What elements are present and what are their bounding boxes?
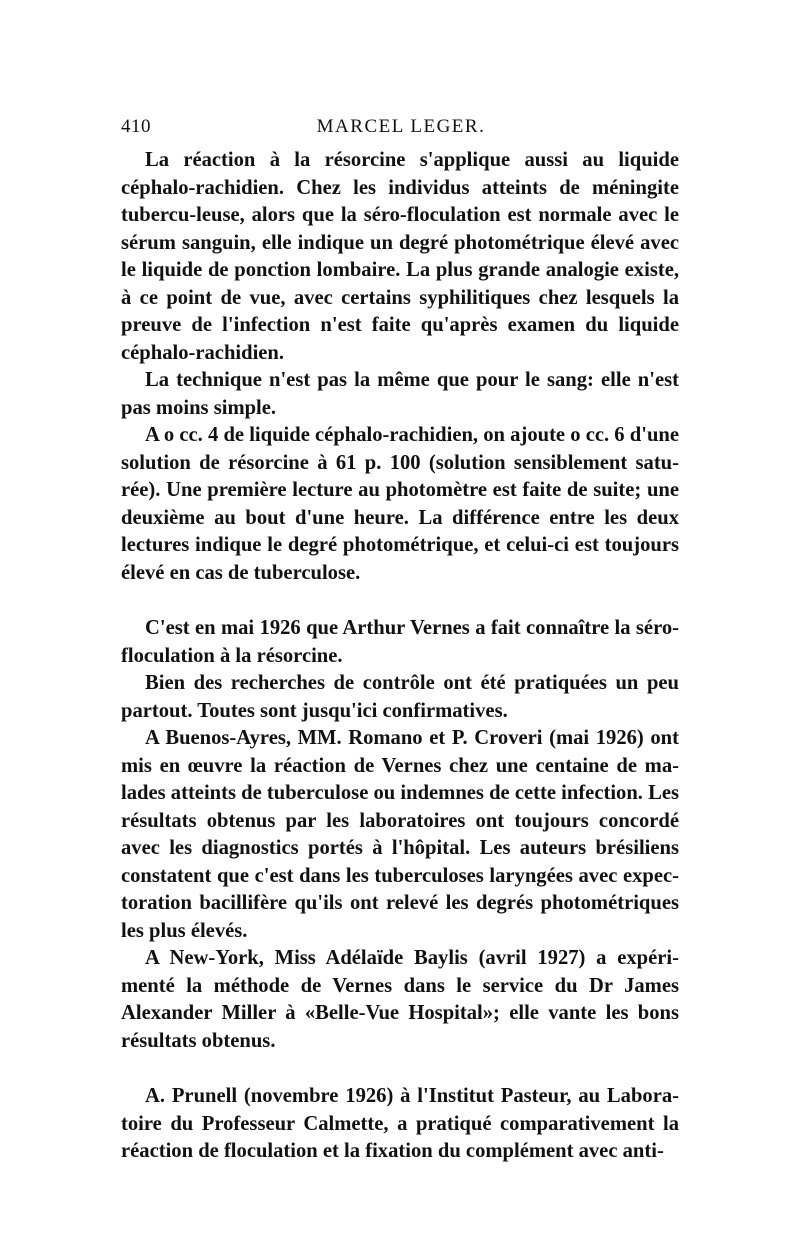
- paragraph-procedure: A o cc. 4 de liquide céphalo-rachidien, on ajoute o cc. 6 d'une solution de résorcine à 61 p. 100 (solution sensiblement satu-rée). Une première lecture au photomètre est faite de suite; une deuxième au bout d'une heure. La différence entre les deux lectures indique le degré photométrique, et celui-ci est toujours élevé en cas de tuberculose.: [121, 424, 679, 584]
- body-text: [121, 147, 679, 1166]
- paragraph-new-york: A New-York, Miss Adélaïde Baylis (avril 1927) a expéri-menté la méthode de Vernes dans le service du Dr James Alexander Miller à «Belle-Vue Hospital»; elle vante les bons résultats obtenus.: [121, 947, 679, 1052]
- running-head: [121, 116, 681, 146]
- paragraph-control-research: Bien des recherches de contrôle ont été pratiquées un peu partout. Toutes sont jusqu'ici confirmatives.: [121, 672, 679, 722]
- paragraph-vernes-1926: C'est en mai 1926 que Arthur Vernes a fait connaître la séro-floculation à la résorcine.: [121, 617, 679, 667]
- paragraph-buenos-ayres: A Buenos-Ayres, MM. Romano et P. Croveri (mai 1926) ont mis en œuvre la réaction de Vernes chez une centaine de ma-lades atteints de tuberculose ou indemnes de cette infection. Les résultats obtenus par les laboratoires ont toujours concordé avec les diagnostics portés à l'hôpital. Les auteurs brésiliens constatent que c'est dans les tuberculoses laryngées avec expec-toration bacillifère qu'ils ont relevé les degrés photométriques les plus élevés.: [121, 727, 679, 942]
- paragraph-csf-reaction: La réaction à la résorcine s'applique aussi au liquide céphalo-rachidien. Chez les individus atteints de méningite tubercu-leuse, alors que la séro-floculation est normale avec le sérum sanguin, elle indique un degré photométrique élevé avec le liquide de ponction lombaire. La plus grande analogie existe, à ce point de vue, avec certains syphilitiques chez lesquels la preuve de l'infection n'est faite qu'après examen du liquide céphalo-rachidien.: [121, 149, 679, 364]
- paragraph-technique: La technique n'est pas la même que pour le sang: elle n'est pas moins simple.: [121, 369, 679, 419]
- page-number: 410: [121, 116, 151, 137]
- paragraph-prunell: A. Prunell (novembre 1926) à l'Institut Pasteur, au Labora-toire du Professeur Calmette, a pratiqué comparativement la réaction de floculation et la fixation du complément avec anti-: [121, 1085, 679, 1162]
- running-title: MARCEL LEGER.: [316, 116, 486, 137]
